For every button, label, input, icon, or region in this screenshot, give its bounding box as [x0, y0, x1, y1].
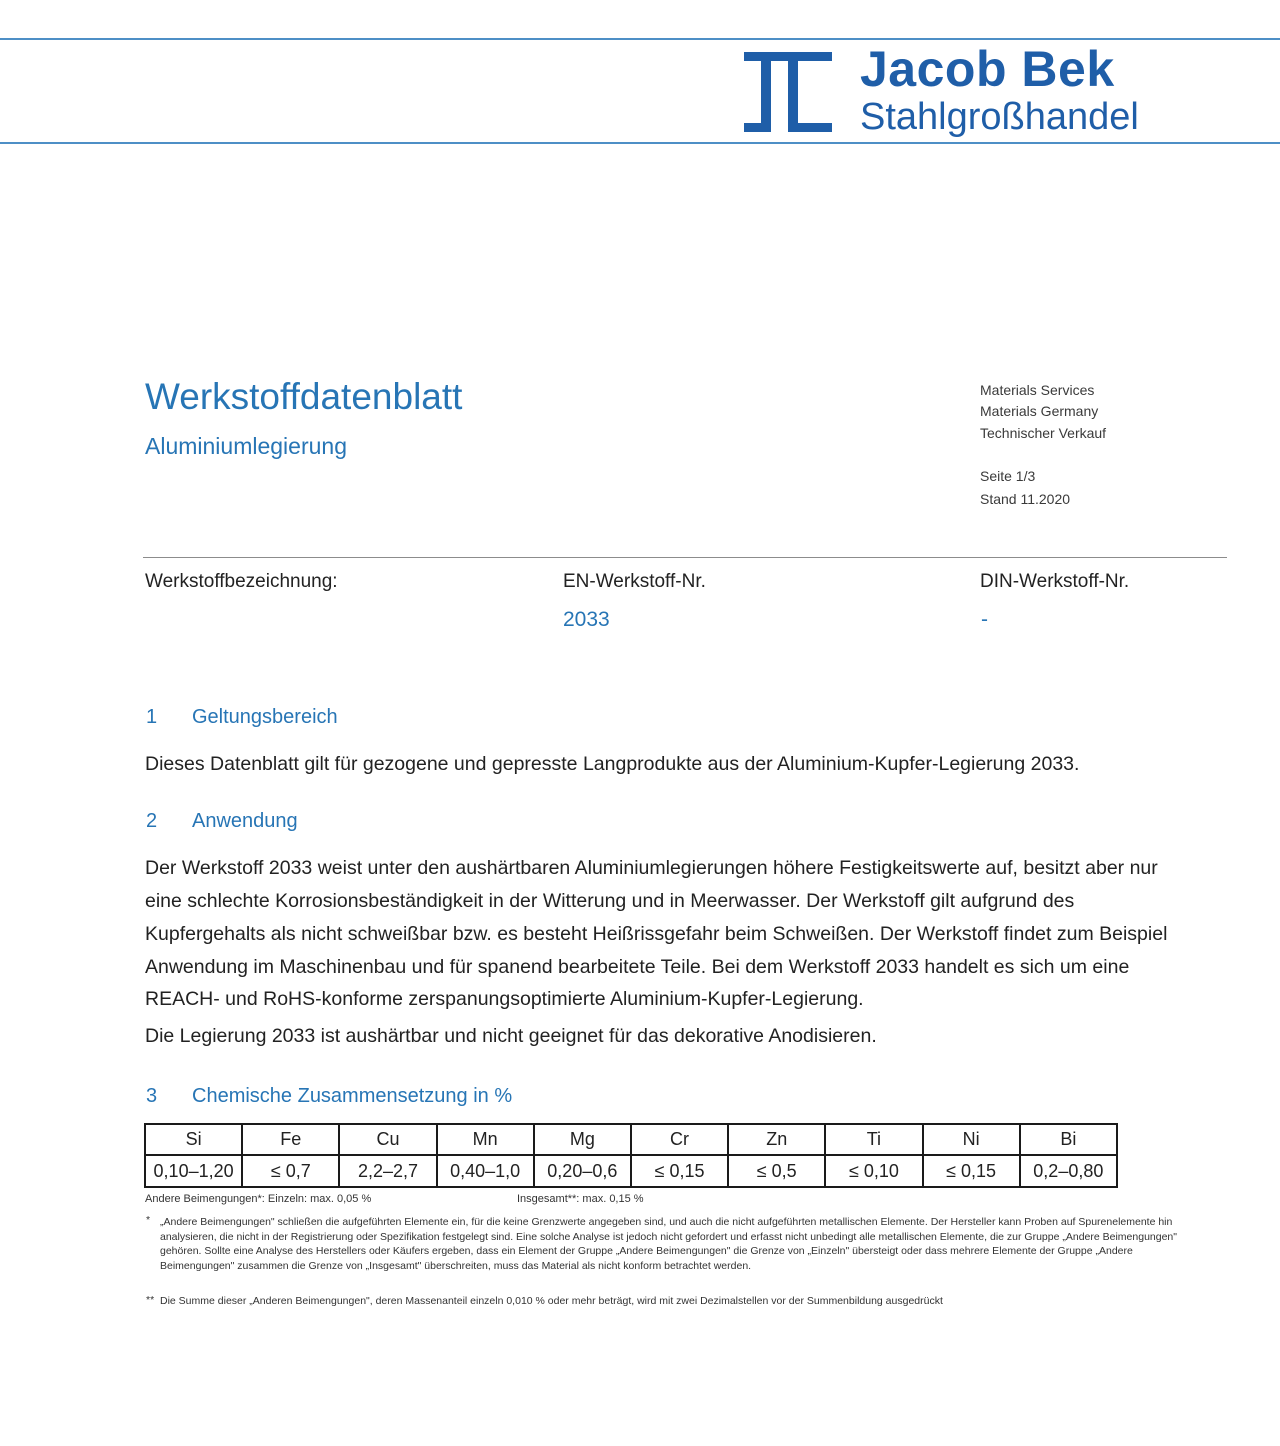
header-bottom-rule: [0, 142, 1280, 144]
company-name: Jacob Bek: [860, 41, 1115, 97]
document-title: Werkstoffdatenblatt: [145, 376, 463, 417]
footnote-sum: Die Summe dieser „Anderen Beimengungen", deren Massenanteil einzeln 0,010 % oder mehr beträgt, wird mit zwei Dezimalstellen vor der Summenbildung ausgedrückt: [160, 1295, 943, 1307]
application-text-line: REACH- und RoHS-konforme zerspanungsoptimierte Aluminium-Kupfer-Legierung.: [145, 988, 864, 1010]
section-number: 1: [146, 706, 158, 728]
section-title-composition: Chemische Zusammensetzung in %: [192, 1085, 513, 1107]
element-header: Cu: [339, 1124, 436, 1155]
element-value: 0,10–1,20: [145, 1155, 242, 1187]
section-number: 3: [146, 1085, 158, 1107]
din-number-value: -: [981, 608, 988, 631]
element-value: 2,2–2,7: [339, 1155, 436, 1187]
element-header: Mn: [437, 1124, 534, 1155]
element-header: Ni: [923, 1124, 1020, 1155]
table-header-row: [145, 1124, 1117, 1155]
divider: [143, 557, 1227, 558]
element-header: Ti: [825, 1124, 922, 1155]
element-header: Bi: [1020, 1124, 1117, 1155]
meta-department: Materials Services: [980, 382, 1095, 398]
element-value: ≤ 0,15: [631, 1155, 728, 1187]
document-subtitle: Aluminiumlegierung: [145, 433, 347, 459]
page-number: Seite 1/3: [980, 468, 1036, 484]
element-value: ≤ 0,7: [242, 1155, 339, 1187]
other-elements-total: Insgesamt**: max. 0,15 %: [517, 1193, 644, 1205]
footnote-marker: *: [146, 1214, 151, 1226]
application-text-line: Anwendung im Maschinenbau und für spanend bearbeitete Teile. Bei dem Werkstoff 2033 handelt es sich um eine: [145, 956, 1130, 978]
element-value: 0,40–1,0: [437, 1155, 534, 1187]
application-text-line: eine schlechte Korrosionsbeständigkeit in der Witterung und in Meerwasser. Der Werkstoff gilt aufgrund des: [145, 890, 1075, 912]
footnote-marker: **: [146, 1294, 155, 1306]
application-text-line: Kupfergehalts als nicht schweißbar bzw. es besteht Heißrissgefahr beim Schweißen. Der Werkstoff findet zum Beispiel: [145, 923, 1168, 945]
element-value: 0,2–0,80: [1020, 1155, 1117, 1187]
element-header: Si: [145, 1124, 242, 1155]
material-designation-label: Werkstoffbezeichnung:: [145, 571, 338, 592]
element-value: ≤ 0,15: [923, 1155, 1020, 1187]
table-row: [145, 1155, 1117, 1187]
section-title-application: Anwendung: [192, 810, 298, 832]
element-value: ≤ 0,10: [825, 1155, 922, 1187]
element-value: 0,20–0,6: [534, 1155, 631, 1187]
scope-text: Dieses Datenblatt gilt für gezogene und gepresste Langprodukte aus der Aluminium-Kupfer-Legierung 2033.: [145, 753, 1080, 775]
other-elements-single: Andere Beimengungen*: Einzeln: max. 0,05 %: [145, 1193, 372, 1205]
element-header: Cr: [631, 1124, 728, 1155]
element-header: Mg: [534, 1124, 631, 1155]
revision-date: Stand 11.2020: [980, 491, 1071, 507]
composition-table: [144, 1123, 1118, 1188]
application-text-line: Die Legierung 2033 ist aushärtbar und nicht geeignet für das dekorative Anodisieren.: [145, 1025, 877, 1047]
company-subtitle: Stahlgroßhandel: [860, 96, 1139, 138]
element-header: Zn: [728, 1124, 825, 1155]
meta-region: Materials Germany: [980, 403, 1099, 419]
application-text-line: Der Werkstoff 2033 weist unter den aushärtbaren Aluminiumlegierungen höhere Festigkeitswerte auf, besitzt aber nur: [145, 857, 1158, 879]
en-number-label: EN-Werkstoff-Nr.: [563, 571, 706, 592]
jb-logo-icon: [744, 52, 832, 132]
meta-unit: Technischer Verkauf: [980, 425, 1107, 441]
section-title-scope: Geltungsbereich: [192, 706, 338, 728]
element-header: Fe: [242, 1124, 339, 1155]
din-number-label: DIN-Werkstoff-Nr.: [980, 571, 1130, 592]
en-number-value: 2033: [563, 608, 610, 631]
footnote-other-elements: „Andere Beimengungen" schließen die aufgeführten Elemente ein, für die keine Grenzwerte angegeben sind, und auch die nicht aufgeführten metallischen Elemente. Der Hersteller kann Proben auf Spurenelemente hin analysieren, die nicht in der Registrierung oder Spezifikation festgelegt sind. Eine solche Analyse ist jedoch nicht gefordert und erfasst nicht unbedingt alle metallischen Elemente, die zur Gruppe „Andere Beimengungen" gehören. Sollte eine Analyse des Herstellers oder Käufers ergeben, dass ein Element der Gruppe „Andere Beimengungen" die Grenze von „Einzeln" übersteigt oder dass mehrere Elemente der Gruppe „Andere Beimengungen" zusammen die Grenze von „Insgesamt" überschreiten, muss das Material als nicht konform betrachtet werden.: [160, 1216, 1177, 1272]
section-number: 2: [146, 810, 158, 832]
element-value: ≤ 0,5: [728, 1155, 825, 1187]
